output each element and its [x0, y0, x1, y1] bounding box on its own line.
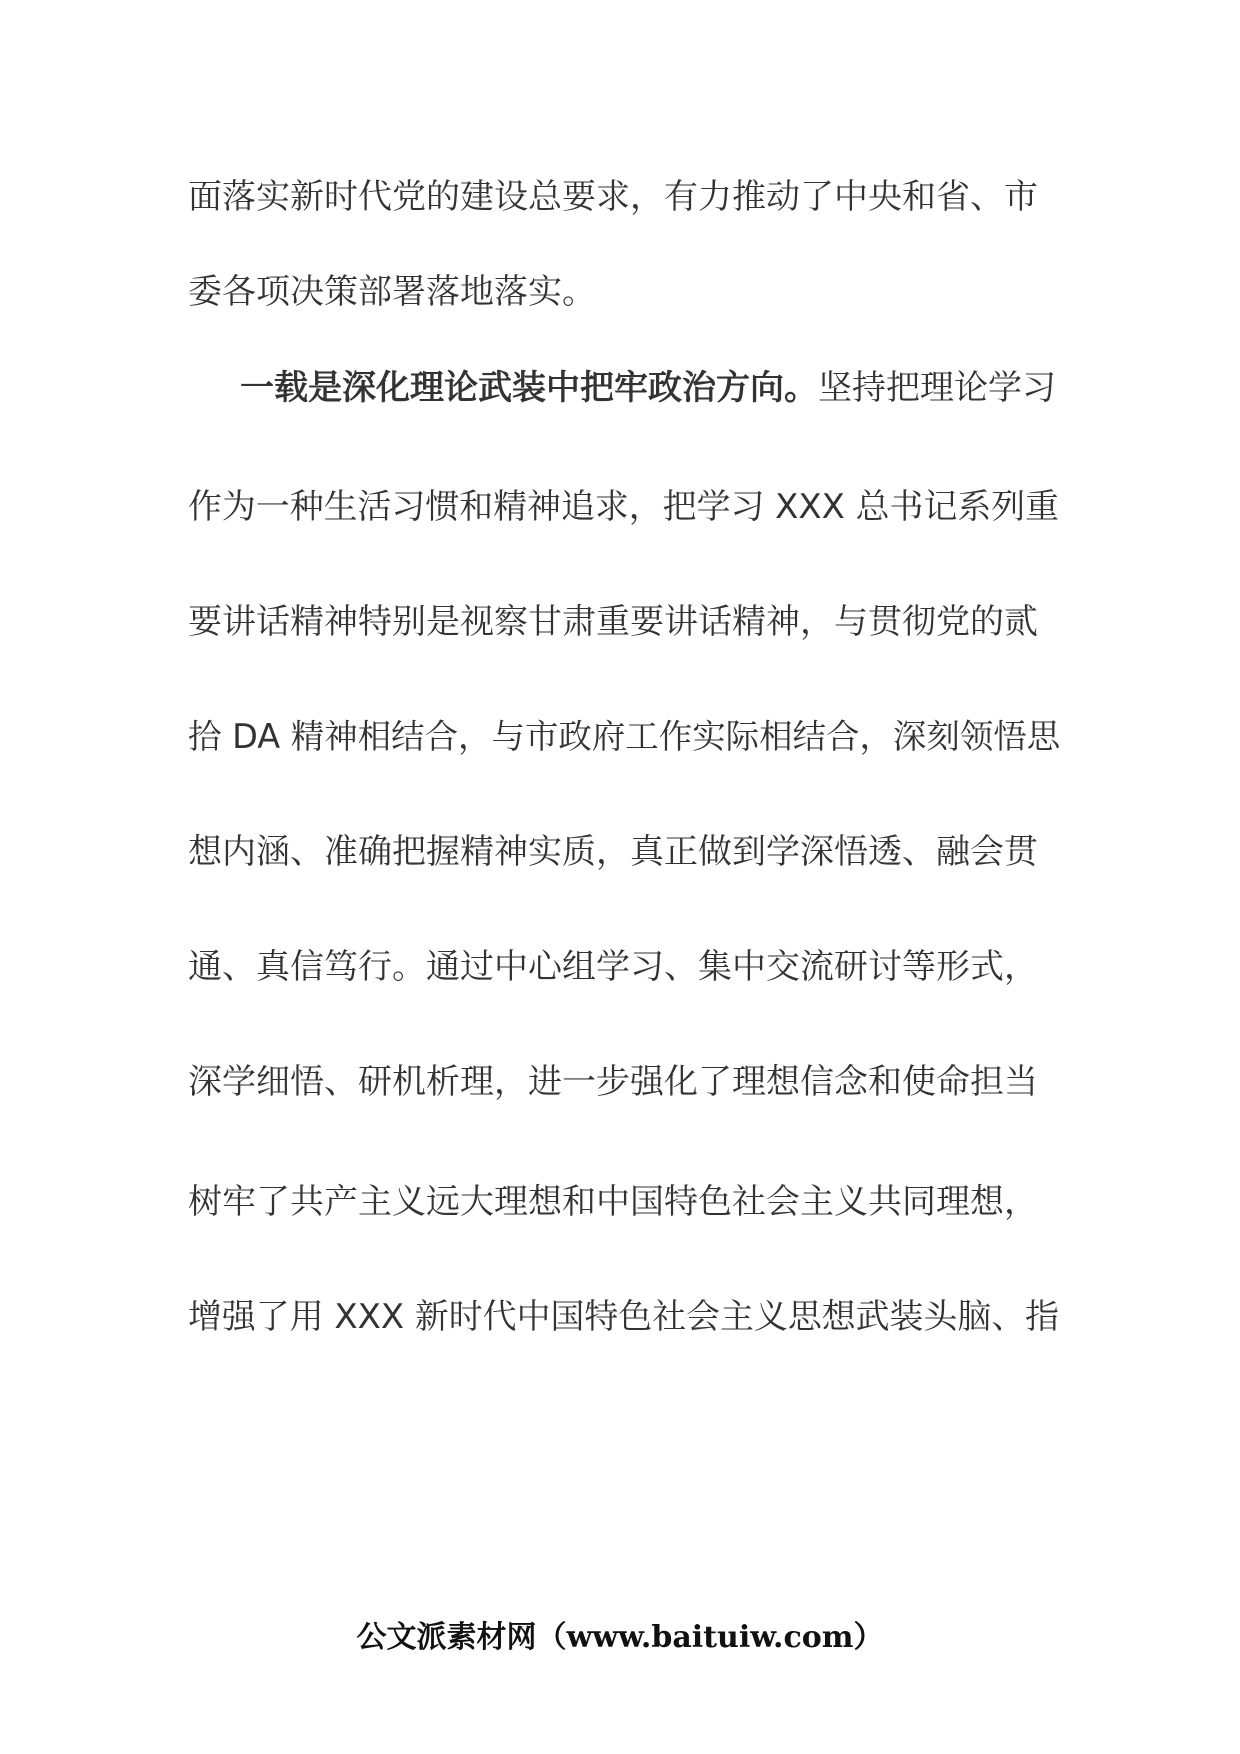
- text-line: 要讲话精神特别是视察甘肃重要讲话精神，与贯彻党的贰: [188, 602, 1038, 642]
- text-line: 作为一种生活习惯和精神追求，把学习 XXX 总书记系列重: [188, 487, 1060, 526]
- text-line: 增强了用 XXX 新时代中国特色社会主义思想武装头脑、指: [188, 1297, 1060, 1336]
- paragraph-lead-line: [240, 366, 1056, 410]
- text-line: 通、真信笃行。通过中心组学习、集中交流研讨等形式，: [188, 947, 1038, 987]
- text-line: 拾 DA 精神相结合，与市政府工作实际相结合，深刻领悟思: [188, 717, 1061, 756]
- footer-watermark: 公文派素材网（www.baituiw.com）: [356, 1620, 884, 1655]
- text-line: 想内涵、准确把握精神实质，真正做到学深悟透、融会贯: [188, 832, 1038, 872]
- paragraph-heading: 一载是深化理论武装中把牢政治方向。: [240, 368, 818, 408]
- paragraph-lead-text: 坚持把理论学习: [818, 368, 1056, 408]
- text-line: 深学细悟、研机析理，进一步强化了理想信念和使命担当: [188, 1062, 1038, 1102]
- text-line: 委各项决策部署落地落实。: [188, 272, 596, 312]
- text-line: 树牢了共产主义远大理想和中国特色社会主义共同理想，: [188, 1182, 1038, 1222]
- text-line: 面落实新时代党的建设总要求，有力推动了中央和省、市: [188, 177, 1038, 217]
